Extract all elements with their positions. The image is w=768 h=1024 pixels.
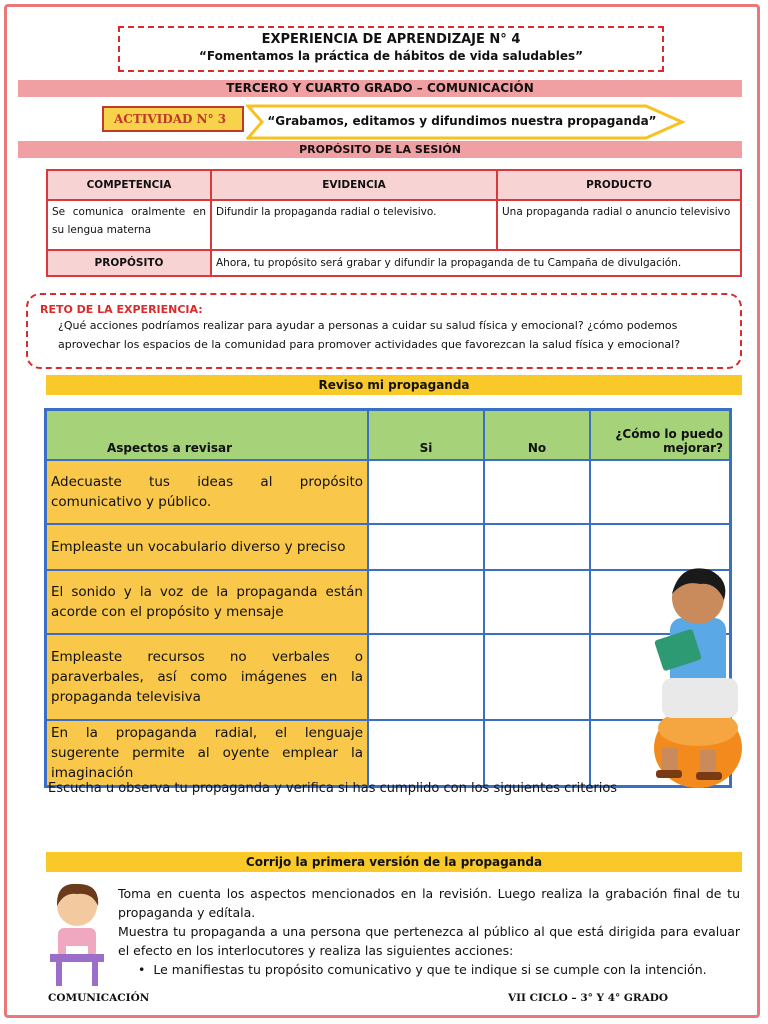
boy-reading-illustration xyxy=(640,558,750,788)
review-section-title: Reviso mi propaganda xyxy=(46,375,742,395)
producto-cell: Una propaganda radial o anuncio televisivo xyxy=(497,200,741,250)
si-cell[interactable] xyxy=(368,720,484,787)
footer-cycle: VII CICLO – 3° Y 4° GRADO xyxy=(508,992,669,1004)
experience-title: EXPERIENCIA DE APRENDIZAJE N° 4 xyxy=(261,32,521,47)
table-row xyxy=(46,570,731,634)
aspect-cell: En la propaganda radial, el lenguaje sugerente permite al oyente emplear la imaginación xyxy=(46,720,369,787)
table-row xyxy=(46,460,731,524)
competence-table xyxy=(46,169,742,277)
competencia-cell: Se comunica oralmente en su lengua materna xyxy=(47,200,211,250)
correct-paragraph-1: Toma en cuenta los aspectos mencionados en la revisión. Luego realiza la grabación final de tu propaganda y edítala. xyxy=(118,886,740,920)
no-cell[interactable] xyxy=(484,524,590,570)
girl-writing-illustration xyxy=(46,880,108,990)
no-cell[interactable] xyxy=(484,460,590,524)
challenge-text: ¿Qué acciones podríamos realizar para ayudar a personas a cuidar su salud física y emocional? ¿cómo podemos aprovechar los espacios de la comunidad para promover actividades que favorezcan la salud física y emocional? xyxy=(58,319,681,351)
aspect-cell: El sonido y la voz de la propaganda están acorde con el propósito y mensaje xyxy=(46,570,369,634)
correct-bullet xyxy=(138,960,740,979)
bullet-icon: • xyxy=(138,962,154,977)
no-cell[interactable] xyxy=(484,720,590,787)
challenge-box xyxy=(26,293,742,369)
aspect-cell: Empleaste un vocabulario diverso y preciso xyxy=(46,524,369,570)
purpose-section-title: PROPÓSITO DE LA SESIÓN xyxy=(18,141,742,158)
table-row xyxy=(46,524,731,570)
proposito-text: Ahora, tu propósito será grabar y difundir la propaganda de tu Campaña de divulgación. xyxy=(211,250,741,276)
correct-paragraph-2: Muestra tu propaganda a una persona que pertenezca al público al que está dirigida para evaluar el efecto en los interlocutores y realiza las siguientes acciones: xyxy=(118,924,740,958)
improve-cell[interactable] xyxy=(590,460,731,524)
no-cell[interactable] xyxy=(484,570,590,634)
activity-title: “Grabamos, editamos y difundimos nuestra propaganda” xyxy=(267,114,657,128)
experience-title-box xyxy=(118,26,664,72)
producto-header: PRODUCTO xyxy=(497,170,741,200)
proposito-label: PROPÓSITO xyxy=(47,250,211,276)
si-header: Si xyxy=(368,410,484,461)
bullet-text: Le manifiestas tu propósito comunicativo y que te indique si se cumple con la intención. xyxy=(153,962,707,977)
correct-text-block xyxy=(118,884,740,979)
si-cell[interactable] xyxy=(368,570,484,634)
improve-header: ¿Cómo lo puedo mejorar? xyxy=(590,410,731,461)
experience-subtitle: “Fomentamos la práctica de hábitos de vida saludables” xyxy=(199,49,583,63)
si-cell[interactable] xyxy=(368,524,484,570)
table-row xyxy=(46,720,731,787)
si-cell[interactable] xyxy=(368,460,484,524)
correct-section-title: Corrijo la primera versión de la propaganda xyxy=(46,852,742,872)
footer-subject: COMUNICACIÓN xyxy=(48,992,150,1004)
aspect-cell: Adecuaste tus ideas al propósito comunicativo y público. xyxy=(46,460,369,524)
aspect-cell: Empleaste recursos no verbales o paraverbales, así como imágenes en la propaganda televisiva xyxy=(46,634,369,720)
grade-bar: TERCERO Y CUARTO GRADO – COMUNICACIÓN xyxy=(18,80,742,97)
evidencia-cell: Difundir la propaganda radial o televisivo. xyxy=(211,200,497,250)
review-table xyxy=(44,408,732,788)
review-note: Escucha u observa tu propaganda y verifica si has cumplido con los siguientes criterios xyxy=(48,781,618,796)
aspects-header: Aspectos a revisar xyxy=(46,410,369,461)
activity-label: ACTIVIDAD N° 3 xyxy=(102,106,244,132)
si-cell[interactable] xyxy=(368,634,484,720)
table-row xyxy=(46,634,731,720)
challenge-heading: RETO DE LA EXPERIENCIA: xyxy=(40,303,203,316)
no-header: No xyxy=(484,410,590,461)
competencia-header: COMPETENCIA xyxy=(47,170,211,200)
evidencia-header: EVIDENCIA xyxy=(211,170,497,200)
no-cell[interactable] xyxy=(484,634,590,720)
